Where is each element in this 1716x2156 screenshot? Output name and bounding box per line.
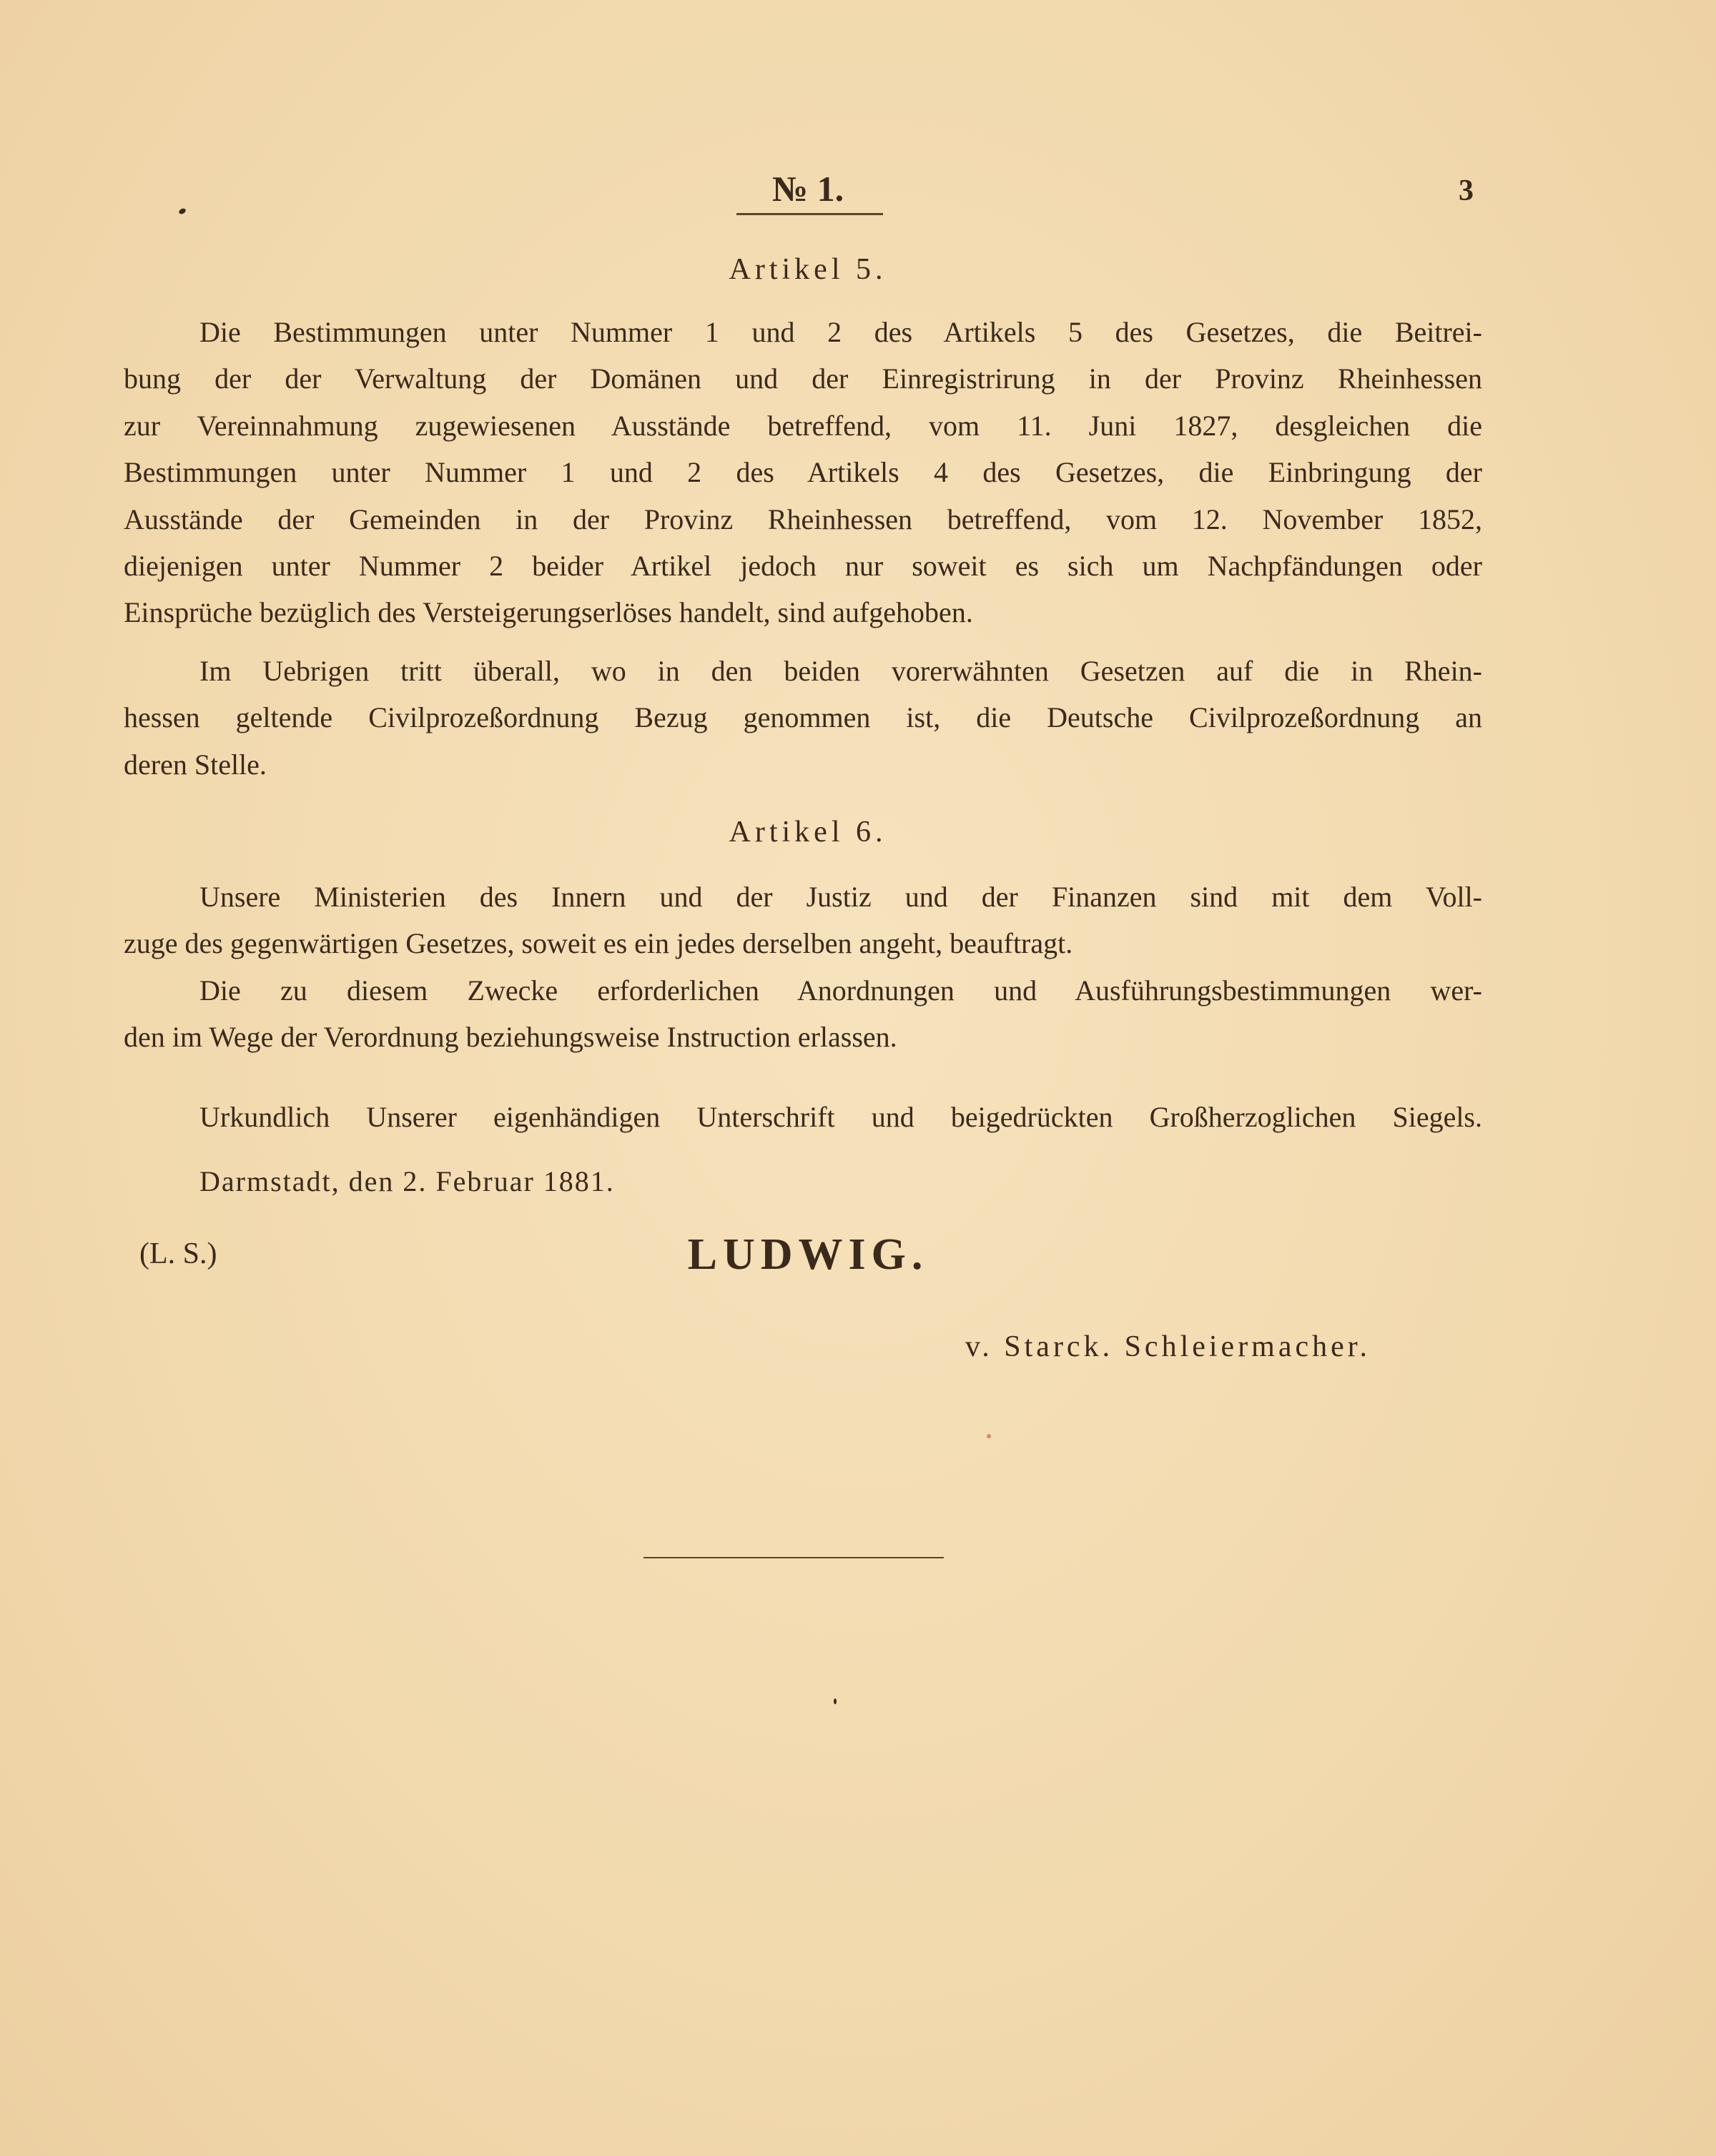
ink-speck xyxy=(987,1434,991,1438)
gazette-number: № 1. xyxy=(771,169,844,209)
cosigners: v. Starck. Schleiermacher. xyxy=(965,1330,1371,1363)
text-line: deren Stelle. xyxy=(124,748,267,781)
text-line: zuge des gegenwärtigen Gesetzes, soweit es ein jedes derselben angeht, beauftragt. xyxy=(124,927,1073,960)
article-6-heading: Artikel 6. xyxy=(729,816,887,849)
text-line: Die Bestimmungen unter Nummer 1 und 2 des Artikels 5 des Gesetzes, die Beitrei- xyxy=(199,316,1482,348)
text-line: Urkundlich Unserer eigenhändigen Unterschrift und beigedrückten Großherzoglichen Siegels. xyxy=(199,1101,1482,1133)
text-line: zur Vereinnahmung zugewiesenen Ausstände betreffend, vom 11. Juni 1827, desgleichen die xyxy=(124,409,1482,442)
end-rule xyxy=(644,1557,944,1558)
text-line: Die zu diesem Zwecke erforderlichen Anordnungen und Ausführungsbestimmungen wer- xyxy=(199,974,1482,1007)
text-line: Einsprüche bezüglich des Versteigerungserlöses handelt, sind aufgehoben. xyxy=(124,596,973,629)
text-line: den im Wege der Verordnung beziehungsweise Instruction erlassen. xyxy=(124,1021,897,1054)
page-number: 3 xyxy=(1459,174,1474,207)
article-6-paragraph-1 xyxy=(124,874,1482,967)
text-line: Bestimmungen unter Nummer 1 und 2 des Artikels 4 des Gesetzes, die Einbringung der xyxy=(124,456,1482,489)
place-and-date xyxy=(124,1158,1482,1205)
seal-mark: (L. S.) xyxy=(139,1237,217,1270)
article-6-paragraph-2 xyxy=(124,967,1482,1061)
article-5-heading: Artikel 5. xyxy=(729,253,887,286)
text-line: Ausstände der Gemeinden in der Provinz Rheinhessen betreffend, vom 12. November 1852, xyxy=(124,503,1482,535)
text-line: hessen geltende Civilprozeßordnung Bezug genommen ist, die Deutsche Civilprozeßordnung an xyxy=(124,701,1482,734)
article-5-paragraph-2 xyxy=(124,648,1482,788)
text-line: diejenigen unter Nummer 2 beider Artikel jedoch nur soweit es sich um Nachpfändungen oder xyxy=(124,549,1482,582)
ink-speck xyxy=(834,1698,837,1704)
article-5-paragraph-1 xyxy=(124,309,1482,636)
text-line: bung der der Verwaltung der Domänen und der Einregistrirung in der Provinz Rheinhessen xyxy=(124,362,1482,395)
text-line: Darmstadt, den 2. Februar 1881. xyxy=(199,1165,615,1197)
text-line: Im Uebrigen tritt überall, wo in den beiden vorerwähnten Gesetzen auf die in Rhein- xyxy=(199,655,1482,687)
text-line: Unsere Ministerien des Innern und der Justiz und der Finanzen sind mit dem Voll- xyxy=(199,881,1482,913)
closing-formula xyxy=(124,1094,1482,1140)
signature: LUDWIG. xyxy=(687,1230,929,1279)
header-rule xyxy=(736,213,883,215)
